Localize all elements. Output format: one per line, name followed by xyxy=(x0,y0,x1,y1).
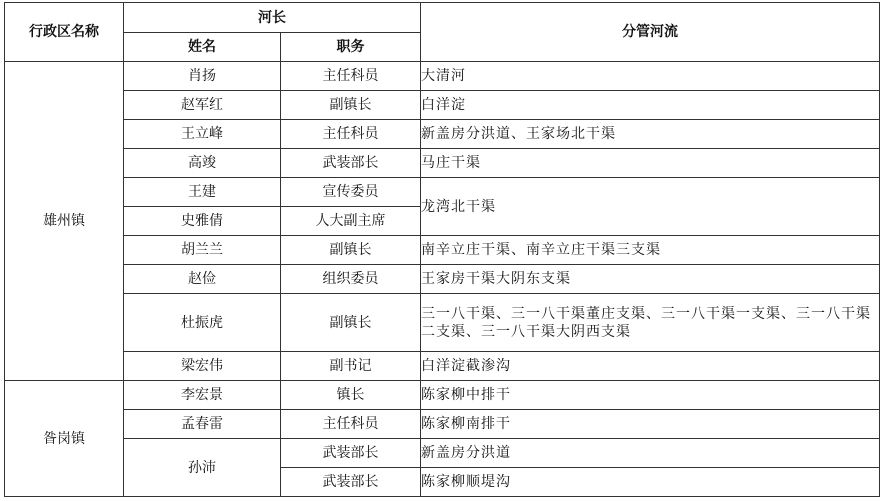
rivers-cell: 陈家柳中排干 xyxy=(421,381,880,410)
name-cell: 肖扬 xyxy=(124,62,281,91)
name-cell: 王建 xyxy=(124,178,281,207)
position-cell: 武装部长 xyxy=(281,149,421,178)
table-row xyxy=(5,381,880,410)
name-cell: 孟春雷 xyxy=(124,410,281,439)
table-row xyxy=(5,439,880,468)
position-cell: 武装部长 xyxy=(281,439,421,468)
name-cell: 孙沛 xyxy=(124,439,281,497)
position-cell: 副镇长 xyxy=(281,236,421,265)
name-cell: 王立峰 xyxy=(124,120,281,149)
name-cell: 胡兰兰 xyxy=(124,236,281,265)
position-cell: 武装部长 xyxy=(281,468,421,497)
rivers-cell: 陈家柳顺堤沟 xyxy=(421,468,880,497)
town-cell: 昝岗镇 xyxy=(5,381,124,497)
table-row xyxy=(5,120,880,149)
rivers-cell: 王家房干渠大阴东支渠 xyxy=(421,265,880,294)
name-cell: 赵军红 xyxy=(124,91,281,120)
position-cell: 副书记 xyxy=(281,352,421,381)
river-chief-table xyxy=(4,2,880,497)
position-cell: 副镇长 xyxy=(281,294,421,352)
header-river-chief: 河长 xyxy=(124,3,421,33)
rivers-cell: 大清河 xyxy=(421,62,880,91)
header-rivers: 分管河流 xyxy=(421,3,880,62)
table-row xyxy=(5,352,880,381)
rivers-cell: 白洋淀截渗沟 xyxy=(421,352,880,381)
table-row xyxy=(5,91,880,120)
rivers-cell: 马庄干渠 xyxy=(421,149,880,178)
position-cell: 镇长 xyxy=(281,381,421,410)
position-cell: 宣传委员 xyxy=(281,178,421,207)
table-row xyxy=(5,62,880,91)
table-row xyxy=(5,236,880,265)
rivers-cell: 新盖房分洪道 xyxy=(421,439,880,468)
rivers-cell: 三一八干渠、三一八干渠董庄支渠、三一八干渠一支渠、三一八干渠二支渠、三一八干渠大阴西支渠 xyxy=(421,294,880,352)
name-cell: 赵俭 xyxy=(124,265,281,294)
rivers-cell: 陈家柳南排干 xyxy=(421,410,880,439)
position-cell: 主任科员 xyxy=(281,120,421,149)
town-cell: 雄州镇 xyxy=(5,62,124,381)
rivers-cell: 南辛立庄干渠、南辛立庄干渠三支渠 xyxy=(421,236,880,265)
name-cell: 梁宏伟 xyxy=(124,352,281,381)
name-cell: 高竣 xyxy=(124,149,281,178)
position-cell: 副镇长 xyxy=(281,91,421,120)
name-cell: 李宏景 xyxy=(124,381,281,410)
position-cell: 主任科员 xyxy=(281,62,421,91)
table-row xyxy=(5,265,880,294)
rivers-cell: 新盖房分洪道、王家场北干渠 xyxy=(421,120,880,149)
header-position: 职务 xyxy=(281,33,421,62)
table-row xyxy=(5,178,880,207)
name-cell: 史雅倩 xyxy=(124,207,281,236)
rivers-cell: 白洋淀 xyxy=(421,91,880,120)
position-cell: 人大副主席 xyxy=(281,207,421,236)
position-cell: 主任科员 xyxy=(281,410,421,439)
header-district: 行政区名称 xyxy=(5,3,124,62)
rivers-cell: 龙湾北干渠 xyxy=(421,178,880,236)
position-cell: 组织委员 xyxy=(281,265,421,294)
table-row xyxy=(5,410,880,439)
name-cell: 杜振虎 xyxy=(124,294,281,352)
table-row xyxy=(5,294,880,352)
header-name: 姓名 xyxy=(124,33,281,62)
table-row xyxy=(5,149,880,178)
